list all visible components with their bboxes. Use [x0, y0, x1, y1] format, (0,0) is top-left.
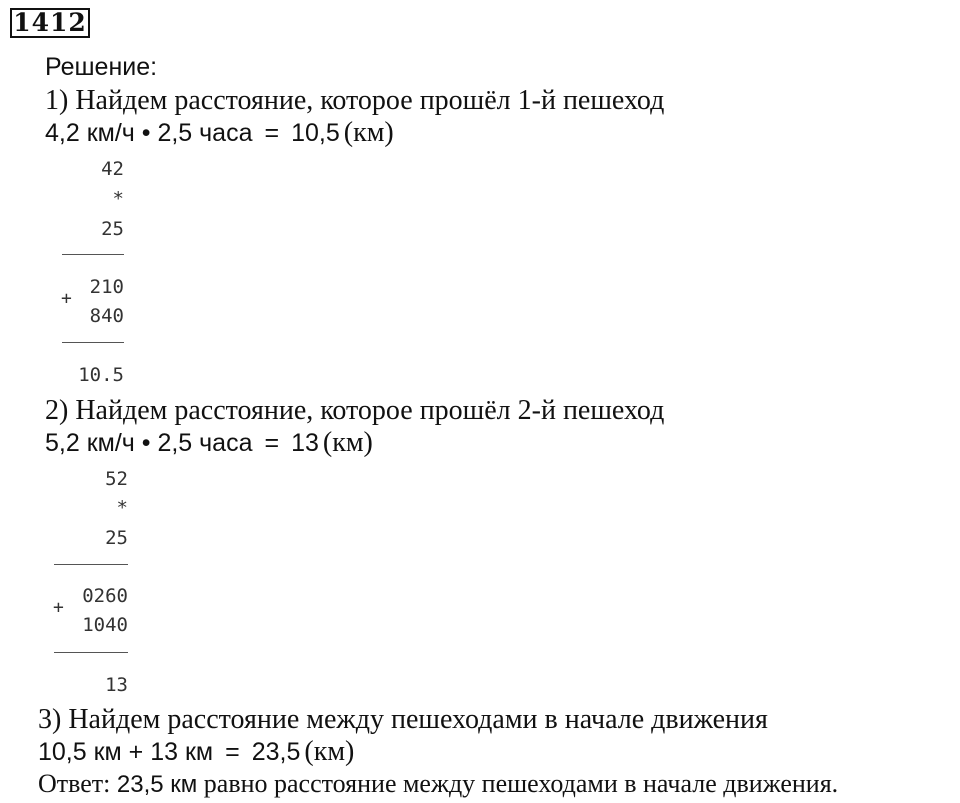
step1-col-operator: * [112, 188, 124, 210]
step2-heading: 2) Найдем расстояние, которое прошёл 2-й пешеход [45, 395, 665, 426]
step3-expression [38, 736, 354, 768]
step2-col-operator: * [116, 497, 128, 519]
step3-expr-eq: = [225, 738, 240, 766]
step1-expr-unit: (км) [343, 117, 394, 148]
answer-label: Ответ: [38, 769, 111, 798]
step2-expr-unit: (км) [322, 427, 373, 458]
step2-col-plus: + [53, 597, 64, 618]
step1-col-partial2: 840 [89, 305, 124, 327]
step1-col-partial1: 210 [89, 276, 124, 298]
answer-text: равно расстояние между пешеходами в начале движения. [203, 769, 839, 798]
step2-col-line-2 [54, 652, 128, 653]
step1-expr-result: 10,5 [291, 119, 340, 147]
step1-col-multiplier: 25 [101, 218, 124, 240]
step2-expr-result: 13 [291, 429, 319, 457]
task-number-box: 1412 [10, 8, 90, 38]
step2-col-multiplicand: 52 [105, 468, 128, 490]
step1-col-line-1 [62, 254, 124, 255]
step2-col-partial1: 0260 [82, 585, 128, 607]
step2-col-line-1 [54, 564, 128, 565]
step1-heading: 1) Найдем расстояние, которое прошёл 1-й пешеход [45, 85, 665, 116]
step2-col-multiplier: 25 [105, 527, 128, 549]
step1-col-result: 10.5 [78, 364, 124, 386]
step2-expression [45, 427, 373, 459]
solution-label: Решение: [45, 53, 158, 81]
step1-expr-eq: = [264, 119, 280, 147]
step1-expr-left: 4,2 км/ч • 2,5 часа [45, 119, 253, 147]
answer-value: 23,5 км [116, 771, 198, 798]
step2-col-result: 13 [105, 674, 128, 696]
step3-heading: 3) Найдем расстояние между пешеходами в начале движения [38, 704, 768, 735]
step2-expr-eq: = [264, 429, 280, 457]
step2-expr-left: 5,2 км/ч • 2,5 часа [45, 429, 253, 457]
step3-expr-unit: (км) [304, 736, 355, 767]
step3-expr-left: 10,5 км + 13 км [38, 738, 214, 766]
answer-line [38, 768, 838, 801]
step1-col-plus: + [61, 288, 72, 309]
step3-expr-result: 23,5 [251, 738, 301, 766]
step2-col-partial2: 1040 [82, 614, 128, 636]
step1-col-line-2 [62, 342, 124, 343]
step1-expression [45, 117, 394, 149]
step1-col-multiplicand: 42 [101, 158, 124, 180]
